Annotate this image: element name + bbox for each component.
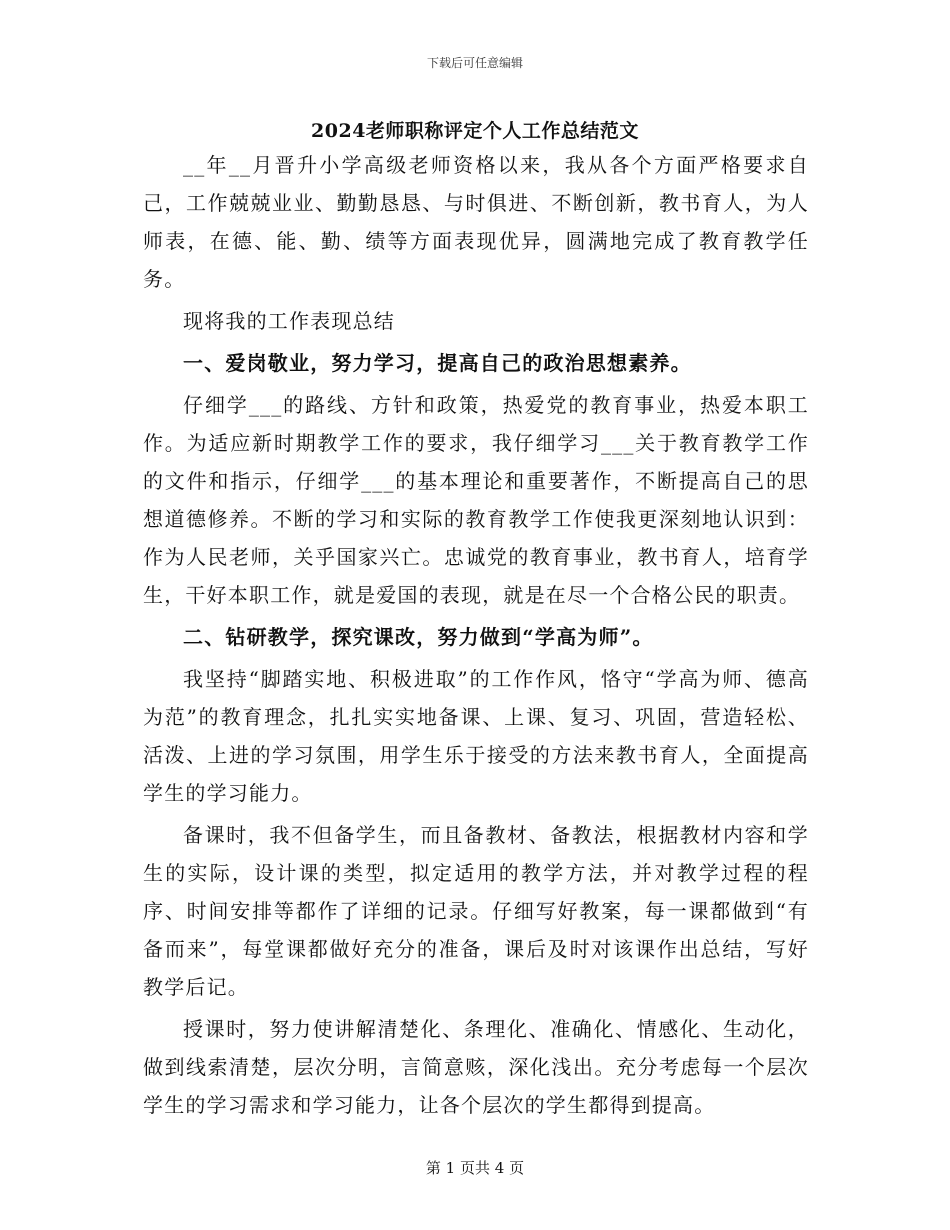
page-footer: 第 1 页共 4 页 xyxy=(425,1159,525,1177)
paragraph-section-1: 仔细学___的路线、方针和政策，热爱党的教育事业，热爱本职工作。为适应新时期教学工作的要求，我仔细学习___关于教育教学工作的文件和指示，仔细学___的基本理论和重要著作，不断提高自己的思想道德修养。不断的学习和实际的教育教学工作使我更深刻地认识到：作为人民老师，关乎国家兴亡。忠诚党的教育事业，教书育人，培育学生，干好本职工作，就是爱国的表现，就是在尽一个合格公民的职责。 xyxy=(143,393,809,607)
paragraph-section-2b: 备课时，我不但备学生，而且备教材、备教法，根据教材内容和学生的实际，设计课的类型，拟定适用的教学方法，并对教学过程的程序、时间安排等都作了详细的记录。仔细写好教案，每一课都做到“有备而来”，每堂课都做好充分的准备，课后及时对该课作出总结，写好教学后记。 xyxy=(143,823,809,999)
section-heading-1: 一、爱岗敬业，努力学习，提高自己的政治思想素养。 xyxy=(183,351,692,375)
paragraph-intro: __年__月晋升小学高级老师资格以来，我从各个方面严格要求自己，工作兢兢业业、勤勤恳恳、与时俱进、不断创新，教书育人，为人师表，在德、能、勤、绩等方面表现优异，圆满地完成了教育教学任务。 xyxy=(143,153,809,291)
paragraph-section-2c: 授课时，努力使讲解清楚化、条理化、准确化、情感化、生动化，做到线索清楚，层次分明，言简意赅，深化浅出。充分考虑每一个层次学生的学习需求和学习能力，让各个层次的学生都得到提高。 xyxy=(143,1017,809,1117)
paragraph-section-2a: 我坚持“脚踏实地、积极进取”的工作作风，恪守“学高为师、德高为范”的教育理念，扎扎实实地备课、上课、复习、巩固，营造轻松、活泼、上进的学习氛围，用学生乐于接受的方法来教书育人，全面提高学生的学习能力。 xyxy=(143,667,809,805)
section-heading-2: 二、钻研教学，探究课改，努力做到“学高为师”。 xyxy=(183,625,654,649)
document-body xyxy=(143,146,809,1128)
paragraph-summary-lead: 现将我的工作表现总结 xyxy=(183,309,395,333)
document-title: 2024老师职称评定个人工作总结范文 xyxy=(311,120,639,142)
header-note: 下载后可任意编辑 xyxy=(426,56,523,70)
